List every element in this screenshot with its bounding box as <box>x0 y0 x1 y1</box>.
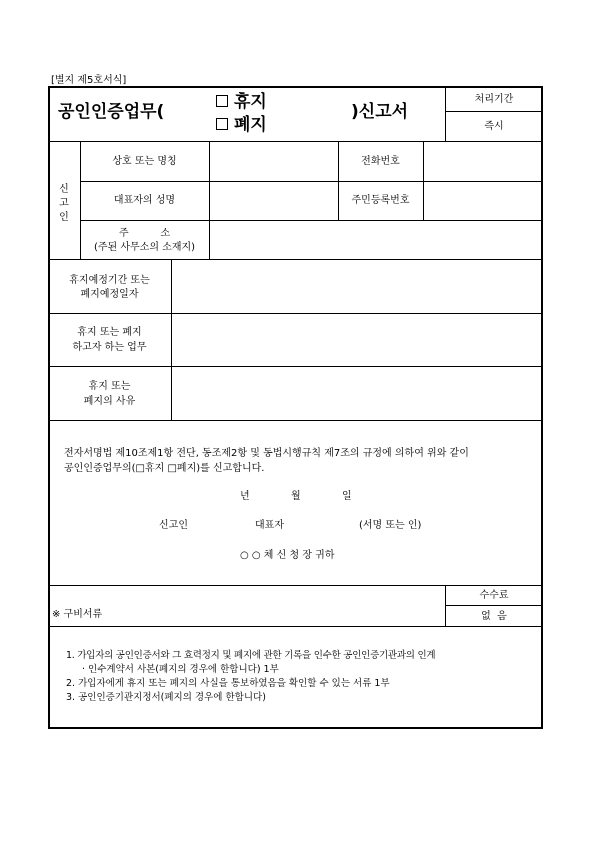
signature-note: (서명 또는 인) <box>359 520 422 531</box>
divider <box>209 141 210 259</box>
abolish-label: 폐지 <box>234 115 267 135</box>
representative-signature-label: 대표자 <box>255 520 284 531</box>
reporter-signature-label: 신고인 <box>159 520 188 531</box>
year-label: 년 <box>240 491 250 502</box>
title-prefix: 공인인증업무( <box>58 102 165 122</box>
month-label: 월 <box>291 491 301 502</box>
divider <box>80 181 543 182</box>
processing-period-value: 즉시 <box>484 121 504 132</box>
divider <box>48 141 543 142</box>
option-suspend <box>216 92 267 112</box>
divider <box>48 259 543 260</box>
attachment-item-3: 3. 공인인증기관지정서(폐지의 경우에 한합니다) <box>66 692 266 703</box>
divider <box>423 141 424 220</box>
phone-label: 전화번호 <box>361 156 400 167</box>
addressee: ○ ○ 체 신 청 장 귀하 <box>240 550 335 561</box>
business-label-1: 휴지 또는 폐지 <box>77 327 142 338</box>
reason-label-2: 폐지의 사유 <box>83 396 136 407</box>
declaration-line-1: 전자서명법 제10조제1항 전단, 동조제2항 및 동법시행규칙 제7조의 규정에 의하여 위와 같이 <box>64 448 469 459</box>
suspend-checkbox[interactable] <box>216 95 228 107</box>
fee-label: 수수료 <box>479 590 509 601</box>
divider <box>445 605 543 606</box>
trade-name-label: 상호 또는 명칭 <box>112 156 177 167</box>
divider <box>48 366 543 367</box>
divider <box>48 420 543 421</box>
suspend-label: 휴지 <box>234 92 267 112</box>
processing-period-label: 처리기간 <box>474 94 514 105</box>
option-abolish <box>216 115 267 135</box>
title-suffix: )신고서 <box>351 102 409 122</box>
address-label-2: (주된 사무소의 소재지) <box>93 242 196 253</box>
divider <box>171 259 172 420</box>
reporter-section-label-3: 인 <box>59 212 69 223</box>
day-label: 일 <box>342 491 352 502</box>
reporter-section-label-1: 신 <box>59 184 69 195</box>
divider <box>48 626 543 627</box>
divider <box>80 220 543 221</box>
business-label-2: 하고자 하는 업무 <box>72 342 147 353</box>
date-label-1: 휴지예정기간 또는 <box>69 275 150 286</box>
form-number-label: [별지 제5호서식] <box>51 75 127 86</box>
reporter-section-label-2: 고 <box>59 198 69 209</box>
fee-value: 없 음 <box>481 611 507 622</box>
abolish-checkbox[interactable] <box>216 118 228 130</box>
divider <box>445 111 543 112</box>
required-documents-label: ※ 구비서류 <box>52 609 103 620</box>
attachment-item-1-line-1: 1. 가입자의 공인인증서와 그 효력정지 및 폐지에 관한 기록을 인수한 공인인증기관과의 인계 <box>66 650 436 661</box>
resident-number-label: 주민등록번호 <box>351 195 410 206</box>
date-label-2: 폐지예정일자 <box>80 289 139 300</box>
divider <box>48 585 543 586</box>
attachment-item-1-line-2: · 인수계약서 사본(폐지의 경우에 한합니다) 1부 <box>82 664 279 675</box>
divider <box>338 141 339 220</box>
address-label-1: 주 소 <box>118 228 171 239</box>
reason-label-1: 휴지 또는 <box>88 381 131 392</box>
representative-label: 대표자의 성명 <box>113 195 176 206</box>
attachment-item-2: 2. 가입자에게 휴지 또는 폐지의 사실을 통보하였음을 확인할 수 있는 서류 1부 <box>66 678 390 689</box>
declaration-line-2: 공인인증업무의(□휴지 □폐지)를 신고합니다. <box>64 463 265 474</box>
divider <box>48 313 543 314</box>
